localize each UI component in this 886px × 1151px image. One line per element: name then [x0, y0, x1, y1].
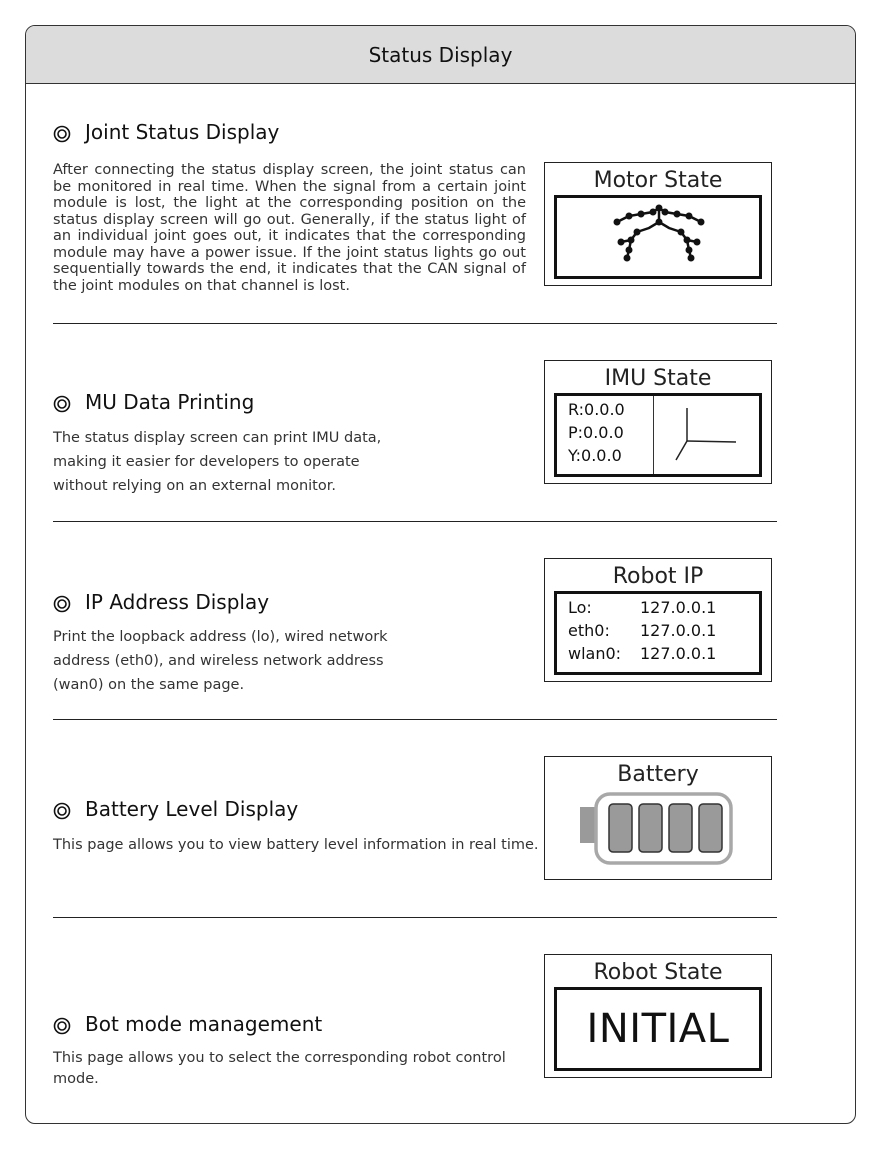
bullseye-icon	[53, 1017, 71, 1035]
battery-cell	[699, 804, 722, 852]
section-divider	[53, 917, 777, 918]
screen-title: IMU State	[604, 366, 712, 391]
battery-cell	[609, 804, 632, 852]
section-title: Joint Status Display	[53, 120, 279, 144]
imu-state-display	[554, 393, 762, 477]
section-divider	[53, 719, 777, 720]
section-title: IP Address Display	[53, 590, 269, 614]
robot-ip-screen	[544, 558, 772, 682]
robot-state-display	[554, 987, 762, 1071]
section-description: Print the loopback address (lo), wired network address (eth0), and wireless network address (wan0) on the same page.	[53, 629, 388, 693]
page-header	[26, 26, 855, 84]
battery-icon	[575, 791, 735, 867]
screen-title: Motor State	[593, 168, 723, 193]
section-title: Battery Level Display	[53, 797, 298, 821]
motor-state-screen	[544, 162, 772, 286]
battery-cell	[669, 804, 692, 852]
bullseye-icon	[53, 802, 71, 820]
screen-title: Battery	[617, 762, 699, 787]
imu-axes-icon	[654, 396, 759, 474]
section-description: The status display screen can print IMU data, making it easier for developers to operate without relying on an external monitor.	[53, 430, 382, 494]
imu-roll: R:0.0.0	[568, 400, 625, 419]
imu-yaw: Y:0.0.0	[568, 446, 622, 465]
section-description: This page allows you to select the corresponding robot control mode.	[53, 1050, 506, 1087]
bullseye-icon	[53, 125, 71, 143]
ip-row-eth0-value: 127.0.0.1	[640, 621, 717, 640]
section-title: Bot mode management	[53, 1012, 322, 1036]
ip-row-lo-value: 127.0.0.1	[640, 598, 717, 617]
imu-pitch: P:0.0.0	[568, 423, 624, 442]
page-title: Status Display	[368, 42, 513, 67]
section-divider	[53, 521, 777, 522]
screen-title: Robot IP	[612, 564, 704, 589]
ip-row-lo-label: Lo:	[568, 598, 592, 617]
robot-ip-display	[554, 591, 762, 675]
joint-status-diagram	[557, 198, 759, 276]
robot-state-screen	[544, 954, 772, 1078]
section-description: After connecting the status display screen, the joint status can be monitored in real time. When the signal from a certain joint module is lost, the light at the corresponding position on the status display screen will go out. Generally, if the status light of an individual joint goes out, it indicates that the corresponding module may have a power issue. If the joint status lights go out sequentially towards the end, it indicates that the CAN signal of the joint modules on that channel is lost.	[53, 162, 526, 294]
ip-row-wlan0-label: wlan0:	[568, 644, 622, 663]
screen-title: Robot State	[593, 960, 723, 985]
bullseye-icon	[53, 595, 71, 613]
motor-state-display	[554, 195, 762, 279]
battery-screen	[544, 756, 772, 880]
imu-state-screen	[544, 360, 772, 484]
section-title: MU Data Printing	[53, 390, 254, 414]
section-description: This page allows you to view battery level information in real time.	[53, 837, 539, 853]
battery-cell	[639, 804, 662, 852]
robot-state-value: INITIAL	[586, 1006, 730, 1052]
bullseye-icon	[53, 395, 71, 413]
ip-row-eth0-label: eth0:	[568, 621, 610, 640]
ip-row-wlan0-value: 127.0.0.1	[640, 644, 717, 663]
section-divider	[53, 323, 777, 324]
